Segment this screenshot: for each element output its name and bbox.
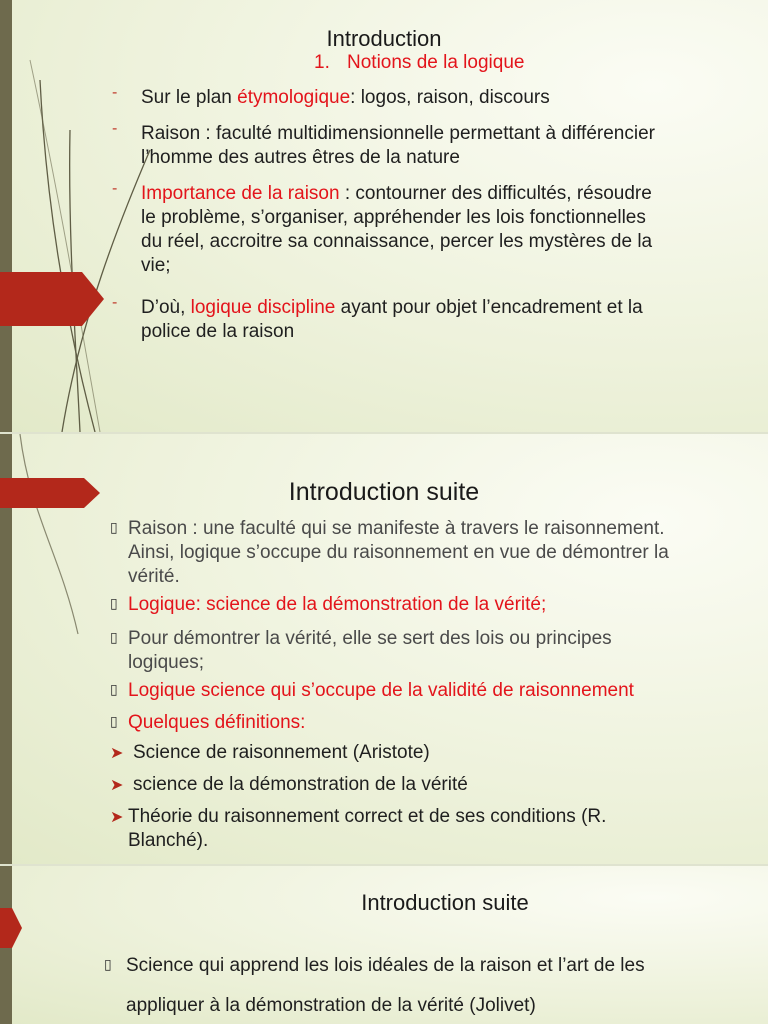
- slide-3-title: Introduction suite: [361, 890, 529, 915]
- slide-1-item-3-line: [141, 254, 171, 278]
- dash-bullet-icon: -: [112, 84, 118, 101]
- text-segment: le problème, s’organiser, appréhender les lois fonctionnelles: [141, 207, 646, 228]
- slide-1-item-3-line: [141, 182, 652, 206]
- decorative-curves: [0, 0, 160, 432]
- highlighted-term: Importance de la raison: [141, 183, 340, 204]
- text-segment: : contourner des difficultés, résoudre: [339, 183, 652, 204]
- text-segment: police de la raison: [141, 321, 295, 342]
- slide-2-item-4-line: Logique science qui s’occupe de la validité de raisonnement: [128, 680, 634, 701]
- slide-2-item-8-line: Blanché).: [128, 830, 209, 851]
- red-arrow-tab: [0, 272, 104, 326]
- text-segment: ayant pour objet l’encadrement et la: [335, 297, 643, 318]
- text-segment: Sur le plan: [141, 87, 238, 108]
- slide-1: [0, 0, 768, 432]
- slide-3-line-2: appliquer à la démonstration de la vérité (Jolivet): [126, 995, 536, 1016]
- slide-1-item-4-line: [141, 320, 294, 344]
- slide-2-item-5-line: Quelques définitions:: [128, 712, 306, 733]
- slide-1-item-1-line: [141, 86, 550, 110]
- chevron-bullet-icon: ➤: [110, 809, 124, 826]
- text-segment: Raison : faculté multidimensionnelle permettant à différencier: [141, 123, 655, 144]
- chevron-bullet-icon: ➤: [110, 777, 124, 794]
- slide-2-item-8-line: Théorie du raisonnement correct et de ses conditions (R.: [128, 806, 607, 827]
- text-segment: : logos, raison, discours: [350, 87, 550, 108]
- slide-1-title: Introduction: [326, 26, 442, 51]
- subtitle-number: 1.: [314, 52, 330, 73]
- slide-2-item-1-line: Raison : une faculté qui se manifeste à travers le raisonnement.: [128, 518, 665, 539]
- slide-2-title: Introduction suite: [288, 478, 480, 506]
- text-segment: du réel, accroitre sa connaissance, percer les mystères de la: [141, 231, 653, 252]
- text-segment: D’où,: [141, 297, 191, 318]
- square-bullet-icon: ▯: [110, 519, 118, 535]
- slide-3-line-1: Science qui apprend les lois idéales de la raison et l’art de les: [126, 955, 645, 976]
- square-bullet-icon: ▯: [110, 595, 118, 611]
- square-bullet-icon: ▯: [110, 629, 118, 645]
- dash-bullet-icon: -: [112, 294, 118, 311]
- text-segment: l’homme des autres êtres de la nature: [141, 147, 460, 168]
- slide-1-item-4-line: [141, 296, 643, 320]
- text-segment: vie;: [141, 255, 171, 276]
- slide-3: [0, 866, 768, 1024]
- dash-bullet-icon: -: [112, 180, 118, 197]
- square-bullet-icon: ▯: [110, 681, 118, 697]
- slide-2-item-6-line: Science de raisonnement (Aristote): [133, 742, 430, 763]
- slide-2-item-1-line: Ainsi, logique s’occupe du raisonnement en vue de démontrer la: [128, 542, 669, 563]
- slide-1-item-3-line: [141, 230, 652, 254]
- highlighted-term: logique discipline: [190, 297, 336, 318]
- slide-1-item-2-line: [141, 122, 655, 146]
- slide-2: [0, 434, 768, 864]
- slide-2-item-7-line: science de la démonstration de la vérité: [133, 774, 468, 795]
- slide-1-item-2-line: [141, 146, 460, 170]
- slide-2-item-3-line: Pour démontrer la vérité, elle se sert des lois ou principes: [128, 628, 612, 649]
- subtitle-notions: Notions de la logique: [347, 52, 525, 73]
- slide-2-item-1-line: vérité.: [128, 566, 180, 587]
- dash-bullet-icon: -: [112, 120, 118, 137]
- square-bullet-icon: ▯: [110, 713, 118, 729]
- slide-1-item-3-line: [141, 206, 646, 230]
- highlighted-term: étymologique: [237, 87, 351, 108]
- square-bullet-icon: ▯: [104, 956, 112, 972]
- chevron-bullet-icon: ➤: [110, 745, 124, 762]
- slide-2-item-2-line: Logique: science de la démonstration de la vérité;: [128, 594, 547, 615]
- slide-2-item-3-line: logiques;: [128, 652, 205, 673]
